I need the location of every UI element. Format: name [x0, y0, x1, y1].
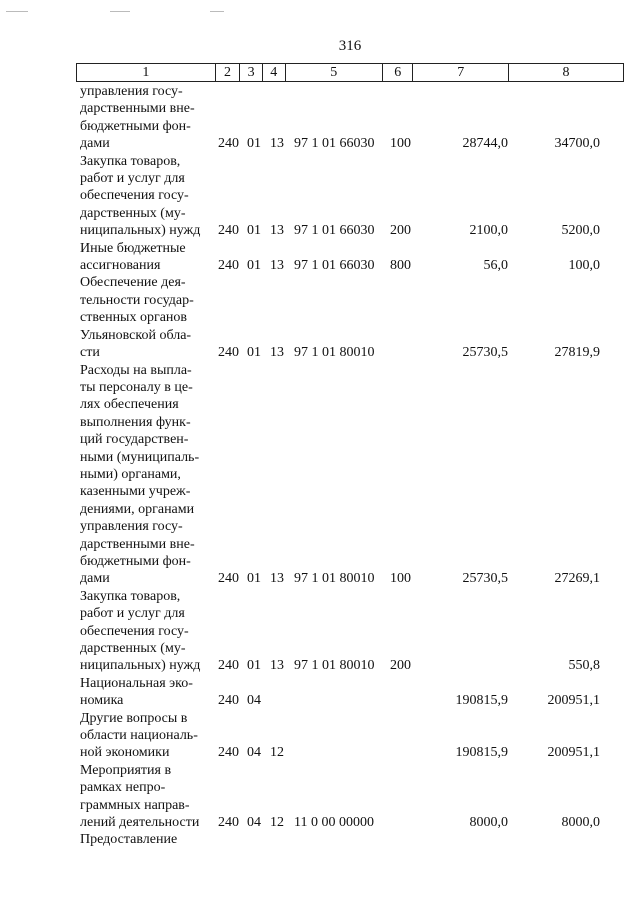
row-code-admin: 240: [218, 345, 239, 361]
row-code-target: 97 1 01 66030: [294, 136, 375, 152]
row-description: Расходы на выпла- ты персоналу в це- лях обеспечения выполнения функ- ций государствен- ными (муниципаль- ными) органами, казенными учреж- дениями, органами управления госу- дарственными вне- бюджетными фон- дами: [80, 362, 200, 587]
header-col-1: 1: [77, 64, 216, 81]
row-amount-col7: 190815,9: [455, 693, 508, 709]
scan-artifact: [110, 11, 130, 12]
row-code-subsection: 12: [270, 745, 284, 761]
row-code-section: 01: [247, 658, 261, 674]
row-amount-col8: 550,8: [568, 658, 600, 674]
scan-artifact: [6, 11, 28, 12]
row-amount-col7: 56,0: [483, 258, 508, 274]
row-amount-col8: 8000,0: [561, 815, 600, 831]
row-amount-col7: 25730,5: [462, 571, 508, 587]
row-description: Предоставление: [80, 832, 178, 848]
row-code-subsection: 12: [270, 815, 284, 831]
row-amount-col8: 200951,1: [547, 693, 600, 709]
row-code-expense-type: 200: [390, 658, 411, 674]
row-amount-col8: 200951,1: [547, 745, 600, 761]
header-col-3: 3: [240, 64, 263, 81]
header-col-2: 2: [216, 64, 241, 81]
row-amount-col7: 190815,9: [455, 745, 508, 761]
budget-table-body: [80, 83, 620, 849]
row-code-section: 04: [247, 815, 261, 831]
header-col-6: 6: [383, 64, 414, 81]
table-row: [80, 362, 620, 588]
row-code-section: 01: [247, 345, 261, 361]
row-code-expense-type: 800: [390, 258, 411, 274]
table-row: [80, 274, 620, 361]
page-number: 316: [338, 38, 362, 54]
header-col-8: 8: [562, 65, 570, 80]
row-description: Другие вопросы в области националь- ной экономики: [80, 710, 198, 761]
row-description: Иные бюджетные ассигнования: [80, 240, 186, 274]
table-row: [80, 675, 620, 710]
header-col-5: 5: [286, 64, 383, 81]
row-code-target: 11 0 00 00000: [294, 815, 374, 831]
row-description: управления госу- дарственными вне- бюджетными фон- дами: [80, 84, 195, 152]
table-row: [80, 83, 620, 153]
scan-artifact: [210, 11, 224, 12]
row-code-subsection: 13: [270, 571, 284, 587]
row-code-subsection: 13: [270, 136, 284, 152]
row-code-subsection: 13: [270, 658, 284, 674]
row-code-admin: 240: [218, 136, 239, 152]
header-col-4: 4: [263, 64, 286, 81]
row-code-admin: 240: [218, 258, 239, 274]
row-code-section: 04: [247, 745, 261, 761]
row-description: Национальная эко- номика: [80, 675, 193, 709]
row-code-admin: 240: [218, 815, 239, 831]
row-code-section: 01: [247, 223, 261, 239]
row-amount-col8: 5200,0: [561, 223, 600, 239]
row-code-subsection: 13: [270, 223, 284, 239]
row-code-admin: 240: [218, 658, 239, 674]
row-code-admin: 240: [218, 693, 239, 709]
row-code-expense-type: 100: [390, 571, 411, 587]
row-code-target: 97 1 01 66030: [294, 258, 375, 274]
row-amount-col7: 2100,0: [469, 223, 508, 239]
row-code-target: 97 1 01 80010: [294, 658, 375, 674]
table-row: [80, 153, 620, 240]
row-code-expense-type: 200: [390, 223, 411, 239]
row-code-subsection: 13: [270, 258, 284, 274]
row-amount-col7: 28744,0: [462, 136, 508, 152]
row-code-admin: 240: [218, 571, 239, 587]
row-description: Закупка товаров, работ и услуг для обеспечения госу- дарственных (му- ниципальных) нужд: [80, 588, 201, 674]
row-code-section: 01: [247, 258, 261, 274]
row-code-target: 97 1 01 80010: [294, 345, 375, 361]
row-code-section: 01: [247, 136, 261, 152]
row-description: Обеспечение дея- тельности государ- ственных органов Ульяновской обла- сти: [80, 275, 194, 361]
row-code-admin: 240: [218, 223, 239, 239]
row-code-expense-type: 100: [390, 136, 411, 152]
row-description: Мероприятия в рамках непро- граммных направ- лений деятельности: [80, 762, 200, 831]
table-row: [80, 588, 620, 675]
row-amount-col8: 27269,1: [554, 571, 600, 587]
row-code-subsection: 13: [270, 345, 284, 361]
row-code-target: 97 1 01 66030: [294, 223, 375, 239]
table-header: [76, 63, 624, 82]
table-row: [80, 710, 620, 762]
row-code-section: 01: [247, 571, 261, 587]
row-amount-col8: 34700,0: [554, 136, 600, 152]
row-description: Закупка товаров, работ и услуг для обеспечения госу- дарственных (му- ниципальных) нужд: [80, 153, 201, 239]
row-code-target: 97 1 01 80010: [294, 571, 375, 587]
row-code-admin: 240: [218, 745, 239, 761]
row-amount-col8: 100,0: [568, 258, 600, 274]
table-row: [80, 240, 620, 275]
header-col-7: 7: [413, 64, 508, 81]
row-amount-col7: 25730,5: [462, 345, 508, 361]
table-row: [80, 762, 620, 832]
table-row: [80, 831, 620, 848]
row-amount-col8: 27819,9: [554, 345, 600, 361]
row-code-section: 04: [247, 693, 261, 709]
row-amount-col7: 8000,0: [469, 815, 508, 831]
